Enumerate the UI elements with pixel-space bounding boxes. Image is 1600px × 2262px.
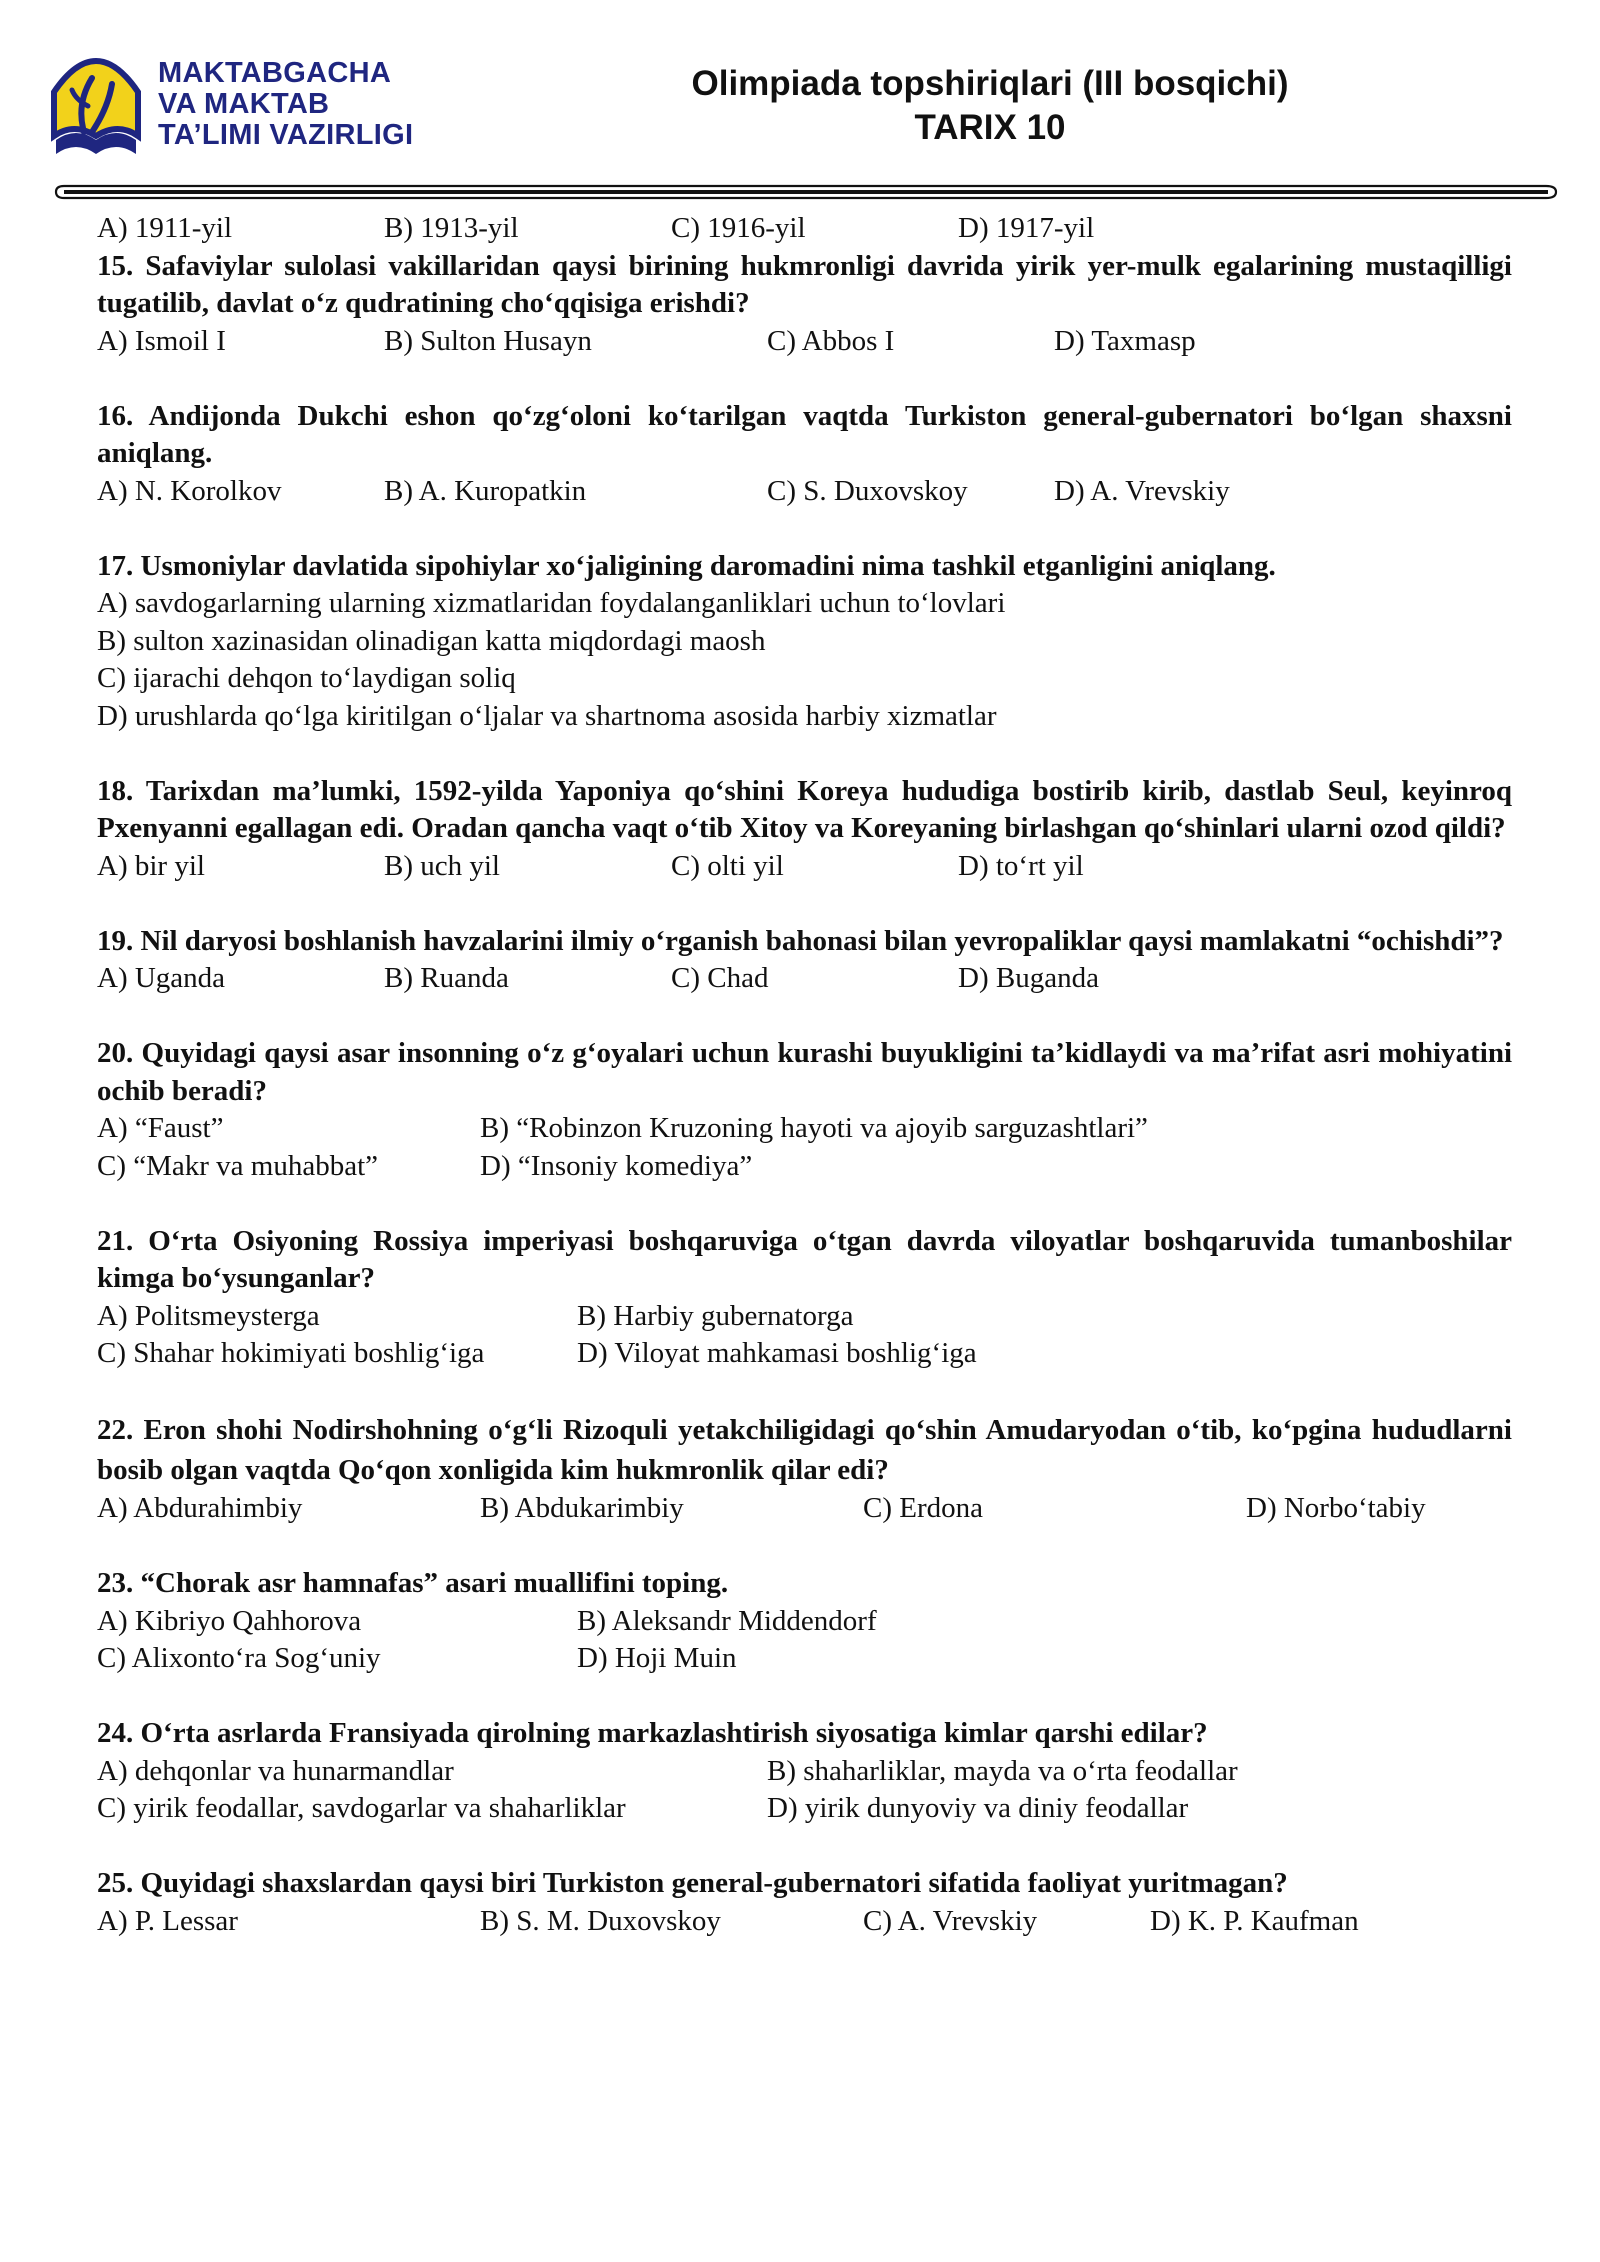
answer-option: D) K. P. Kaufman <box>1150 1904 1359 1937</box>
answer-option: D) Buganda <box>958 962 1099 994</box>
answer-option: B) Ruanda <box>384 962 509 994</box>
answer-options <box>97 473 1512 511</box>
question-text: 16. Andijonda Dukchi eshon qo‘zg‘oloni ko‘tarilgan vaqtda Turkiston general-gubernatori bo‘lgan shaxsni aniqlang. <box>97 399 1512 469</box>
question-21 <box>97 1223 1512 1373</box>
answer-option: A) savdogarlarning ularning xizmatlaridan foydalanganliklari uchun to‘lovlari <box>97 587 1006 619</box>
answer-option: C) Erdona <box>863 1492 983 1524</box>
answer-option: B) S. M. Duxovskoy <box>480 1904 721 1937</box>
answer-option: B) “Robinzon Kruzoning hayoti va ajoyib sarguzashtlari” <box>480 1112 1148 1144</box>
answer-option: B) sulton xazinasidan olinadigan katta miqdordagi maosh <box>97 624 766 657</box>
answer-option: B) shaharliklar, mayda va o‘rta feodallar <box>767 1754 1238 1787</box>
answer-option: D) Norbo‘tabiy <box>1246 1492 1426 1524</box>
ministry-name-line: MAKTABGACHA <box>158 57 392 89</box>
page-title: Olimpiada topshiriqlari (III bosqichi) <box>691 64 1289 103</box>
answer-option: A) bir yil <box>97 849 205 882</box>
answer-option: D) to‘rt yil <box>958 849 1084 882</box>
question-20 <box>97 1035 1512 1185</box>
answer-option: C) Abbos I <box>767 324 895 357</box>
answer-option: C) 1916-yil <box>671 212 806 244</box>
question-text: 17. Usmoniylar davlatida sipohiylar xo‘jaligining daromadini nima tashkil etganligini aniqlang. <box>97 549 1276 582</box>
answer-option: D) urushlarda qo‘lga kiritilgan o‘ljalar va shartnoma asosida harbiy xizmatlar <box>97 699 997 732</box>
question-text: 18. Tarixdan ma’lumki, 1592-yilda Yaponiya qo‘shini Koreya hududiga bostirib kirib, dastlab Seul, keyinroq Pxenyanni egallagan edi. Oradan qancha vaqt o‘tib Xitoy va Koreyaning birlashgan qo‘shinlari ularni ozod qildi? <box>97 774 1512 844</box>
answer-options <box>97 585 1512 735</box>
answer-option: A) Abdurahimbiy <box>97 1492 303 1524</box>
answer-option: B) A. Kuropatkin <box>384 474 587 507</box>
answer-option: B) Abdukarimbiy <box>480 1492 684 1524</box>
answer-options <box>97 960 1512 998</box>
previous-question-options <box>97 210 1512 248</box>
answer-option: B) 1913-yil <box>384 212 519 244</box>
answer-option: D) Viloyat mahkamasi boshlig‘iga <box>577 1337 977 1369</box>
answer-option: C) ijarachi dehqon to‘laydigan soliq <box>97 662 516 694</box>
question-19 <box>97 923 1512 998</box>
answer-option: C) olti yil <box>671 849 784 882</box>
answer-option: D) Taxmasp <box>1054 324 1196 357</box>
answer-option: D) A. Vrevskiy <box>1054 474 1230 507</box>
answer-option: A) 1911-yil <box>97 212 233 244</box>
questions-list <box>97 210 1512 1978</box>
answer-option: B) Sulton Husayn <box>384 324 592 357</box>
answer-options <box>97 848 1512 886</box>
answer-option: C) Alixonto‘ra Sog‘uniy <box>97 1642 381 1674</box>
page-header <box>640 62 1340 150</box>
page-subtitle: TARIX 10 <box>914 108 1066 147</box>
answer-options <box>97 1490 1512 1528</box>
answer-option: C) A. Vrevskiy <box>863 1904 1038 1937</box>
question-text: 21. O‘rta Osiyoning Rossiya imperiyasi boshqaruviga o‘tgan davrda viloyatlar boshqaruvida tumanboshilar kimga bo‘ysunganlar? <box>97 1224 1512 1294</box>
answer-option: A) dehqonlar va hunarmandlar <box>97 1754 454 1787</box>
answer-options <box>97 1298 1512 1373</box>
question-18 <box>97 773 1512 886</box>
answer-option: A) “Faust” <box>97 1112 224 1144</box>
answer-option: A) Uganda <box>97 962 226 994</box>
answer-option: A) Ismoil I <box>97 324 226 357</box>
ministry-name-line: TA’LIMI VAZIRLIGI <box>158 119 414 151</box>
header-divider <box>50 184 1560 200</box>
answer-option: B) Aleksandr Middendorf <box>577 1604 877 1637</box>
answer-option: A) P. Lessar <box>97 1904 238 1937</box>
answer-option: D) 1917-yil <box>958 212 1095 244</box>
answer-option: C) S. Duxovskoy <box>767 474 968 507</box>
question-17 <box>97 548 1512 736</box>
question-22 <box>97 1410 1512 1528</box>
question-text: 25. Quyidagi shaxslardan qaysi biri Turkiston general-gubernatori sifatida faoliyat yuritmagan? <box>97 1867 1288 1899</box>
question-text: 22. Eron shohi Nodirshohning o‘g‘li Rizoquli yetakchiligidagi qo‘shin Amudaryodan o‘tib, ko‘pgina hududlarni bosib olgan vaqtda Qo‘qon xonligida kim hukmronlik qilar edi? <box>97 1414 1512 1486</box>
answer-option: C) Shahar hokimiyati boshlig‘iga <box>97 1337 485 1369</box>
question-15 <box>97 248 1512 361</box>
answer-option: C) Chad <box>671 962 769 994</box>
question-24 <box>97 1715 1512 1828</box>
ministry-logo-icon <box>46 36 146 168</box>
question-text: 19. Nil daryosi boshlanish havzalarini ilmiy o‘rganish bahonasi bilan yevropaliklar qaysi mamlakatni “ochishdi”? <box>97 924 1504 957</box>
question-text: 15. Safaviylar sulolasi vakillaridan qaysi birining hukmronligi davrida yirik yer-mulk egalarining mustaqilligi tugatilib, davlat o‘z qudratining cho‘qqisiga erishdi? <box>97 249 1512 319</box>
answer-options <box>97 1603 1512 1678</box>
answer-options <box>97 323 1512 361</box>
answer-option: B) uch yil <box>384 849 500 882</box>
ministry-name-line: VA MAKTAB <box>158 88 330 120</box>
question-23 <box>97 1565 1512 1678</box>
answer-option: C) “Makr va muhabbat” <box>97 1149 379 1182</box>
answer-option: B) Harbiy gubernatorga <box>577 1299 854 1332</box>
answer-options <box>97 1903 1512 1941</box>
answer-option: D) yirik dunyoviy va diniy feodallar <box>767 1792 1189 1824</box>
ministry-name <box>158 58 413 151</box>
question-16 <box>97 398 1512 511</box>
answer-options <box>97 1110 1512 1185</box>
answer-option: A) Politsmeysterga <box>97 1299 320 1332</box>
question-25 <box>97 1865 1512 1940</box>
answer-option: D) “Insoniy komediya” <box>480 1149 753 1182</box>
answer-option: A) Kibriyo Qahhorova <box>97 1604 362 1637</box>
question-text: 23. “Chorak asr hamnafas” asari muallifini toping. <box>97 1567 729 1599</box>
answer-option: C) yirik feodallar, savdogarlar va shaharliklar <box>97 1792 626 1824</box>
answer-options <box>97 1753 1512 1828</box>
answer-option: D) Hoji Muin <box>577 1642 737 1674</box>
question-text: 20. Quyidagi qaysi asar insonning o‘z g‘oyalari uchun kurashi buyukligini ta’kidlaydi va ma’rifat asri mohiyatini ochib beradi? <box>97 1037 1512 1107</box>
answer-option: A) N. Korolkov <box>97 474 282 507</box>
question-text: 24. O‘rta asrlarda Fransiyada qirolning markazlashtirish siyosatiga kimlar qarshi edilar? <box>97 1717 1208 1749</box>
